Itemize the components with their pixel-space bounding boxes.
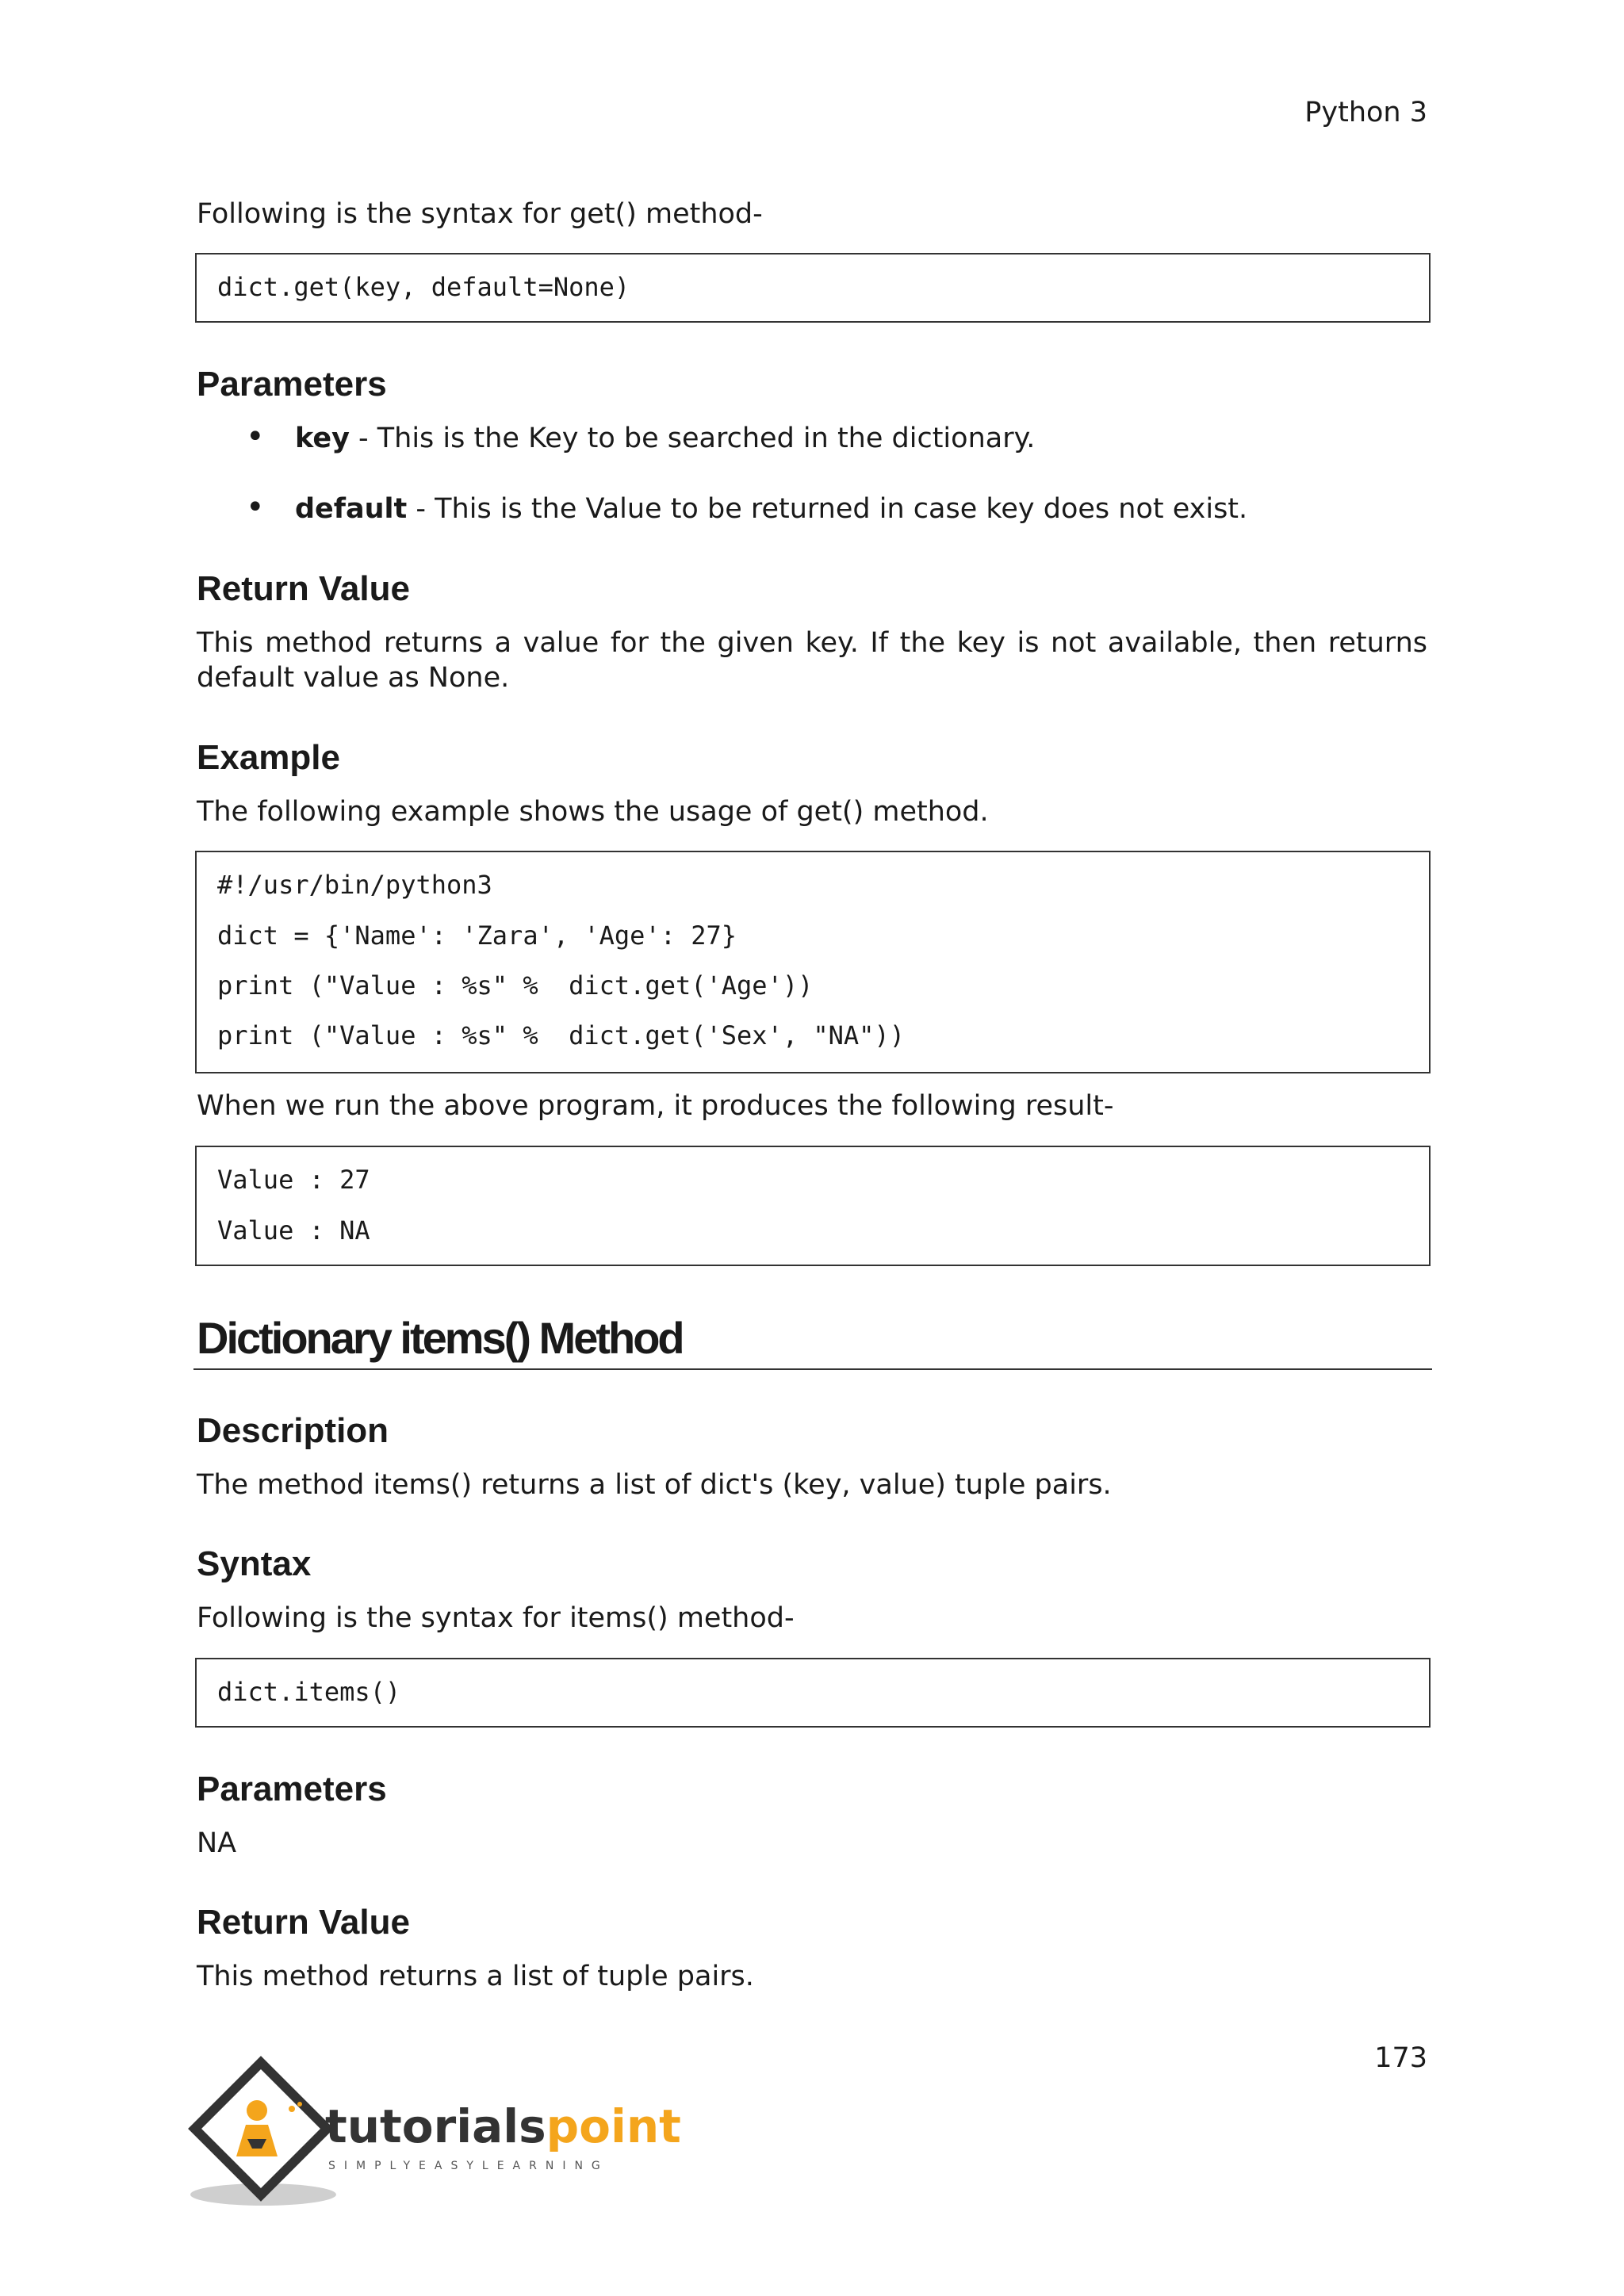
logo-main: tutorials [325, 2099, 546, 2153]
param-default-desc: - This is the Value to be returned in case key does not exist. [407, 493, 1248, 525]
result-line: Value : 27 [217, 1165, 370, 1195]
items-syntax-codebox [195, 1658, 1431, 1728]
section-divider [193, 1368, 1432, 1370]
code-line: dict = {'Name': 'Zara', 'Age': 27} [217, 920, 737, 951]
get-return-text-line2: default value as None. [197, 662, 510, 694]
result-codebox [195, 1146, 1431, 1266]
bullet-icon: • [246, 419, 265, 455]
description-text: The method items() returns a list of dict's (key, value) tuple pairs. [197, 1469, 1112, 1501]
param-default [295, 492, 1247, 526]
items-syntax-intro: Following is the syntax for items() method- [197, 1602, 795, 1634]
get-syntax-codebox [195, 253, 1431, 323]
logo-wordmark [325, 2099, 681, 2153]
param-key-name: key [295, 423, 350, 454]
get-syntax-intro: Following is the syntax for get() method- [197, 198, 763, 230]
example-intro: The following example shows the usage of get() method. [197, 796, 989, 828]
get-return-text-line1: This method returns a value for the given key. If the key is not available, then returns [197, 627, 1427, 659]
param-key-desc: - This is the Key to be searched in the dictionary. [349, 423, 1036, 454]
result-intro: When we run the above program, it produces the following result- [197, 1090, 1114, 1122]
tutorialspoint-logo [190, 2069, 681, 2212]
get-return-heading: Return Value [197, 569, 410, 608]
page-number: 173 [1374, 2042, 1427, 2074]
code-line: print ("Value : %s" % dict.get('Age')) [217, 970, 814, 1001]
example-codebox [195, 851, 1431, 1073]
running-header: Python 3 [1304, 97, 1427, 128]
description-heading: Description [197, 1411, 389, 1450]
logo-main-accent: point [546, 2099, 681, 2153]
items-parameters-heading: Parameters [197, 1770, 387, 1808]
get-syntax-code: dict.get(key, default=None) [217, 272, 630, 302]
section-title: Dictionary items() Method [197, 1313, 683, 1363]
syntax-heading: Syntax [197, 1544, 312, 1583]
items-return-text: This method returns a list of tuple pairs. [197, 1961, 754, 1992]
items-parameters-text: NA [197, 1827, 237, 1859]
code-line: print ("Value : %s" % dict.get('Sex', "NA")) [217, 1020, 905, 1050]
get-parameters-heading: Parameters [197, 365, 387, 404]
items-syntax-code: dict.items() [217, 1677, 401, 1707]
bullet-icon: • [246, 489, 265, 526]
param-default-name: default [295, 493, 408, 525]
code-line: #!/usr/bin/python3 [217, 870, 492, 900]
items-return-heading: Return Value [197, 1903, 410, 1942]
example-heading: Example [197, 738, 340, 777]
param-key [295, 421, 1035, 456]
result-line: Value : NA [217, 1215, 370, 1246]
logo-tagline: SIMPLYEASYLEARNING [328, 2160, 609, 2172]
